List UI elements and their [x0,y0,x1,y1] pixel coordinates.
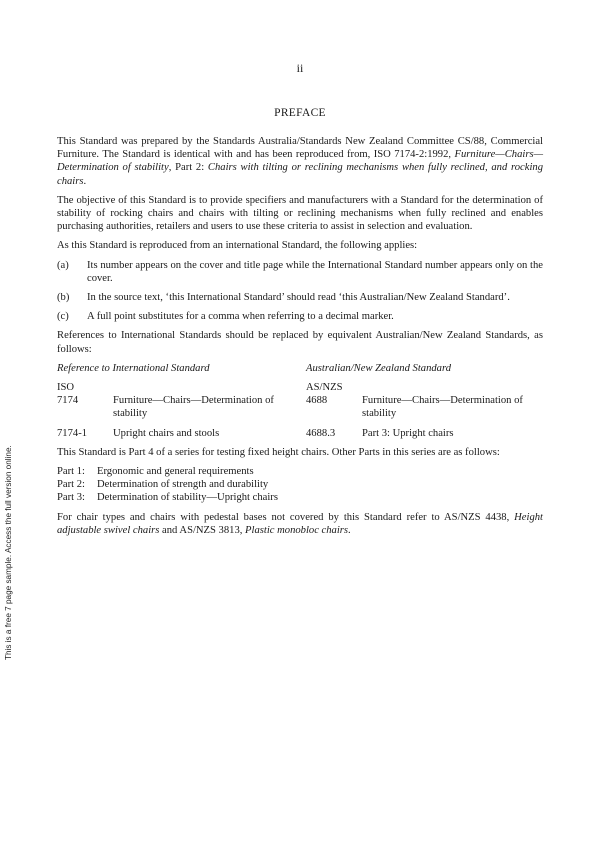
list-item-label: (a) [57,259,69,271]
iso-number: 7174-1 [57,427,88,439]
part-text: Ergonomic and general requirements [97,466,254,478]
subheader-iso: ISO [57,382,75,394]
reference-table [57,362,543,440]
p6-title-italic-1: Height adjustable swivel chairs [57,511,543,536]
list-item-label: (c) [57,311,69,323]
list-item [57,465,543,478]
asnzs-title: Part 3: Upright chairs [362,427,454,439]
list-item-b [57,291,543,304]
subheader-asnzs: AS/NZS [306,382,343,394]
part-text: Determination of strength and durability [97,479,269,491]
header-international: Reference to International Standard [57,362,210,374]
list-item-text: A full point substitutes for a comma when referring to a decimal marker. [87,311,394,323]
part-label: Part 2: [57,479,85,491]
list-item-text: Its number appears on the cover and title page while the International Standard number appears only on the cover. [87,259,543,284]
p1-subtitle-italic: Chairs with tilting or reclining mechanisms when fully reclined, and rocking chairs [57,162,543,187]
iso-number: 7174 [57,395,79,407]
preface-paragraph-1 [57,135,543,188]
list-item-text: In the source text, ‘this International Standard’ should read ‘this Australian/New Zealand Standard’. [87,292,510,304]
p6-mid: and AS/NZS 3813, [159,524,246,536]
reference-table-subheader [57,381,543,394]
preface-paragraph-3: As this Standard is reproduced from an international Standard, the following applies: [57,240,418,252]
table-row [57,427,543,440]
asnzs-title: Furniture—Chairs—Determination of stability [362,395,523,420]
p6-end: . [348,524,351,536]
list-item-a [57,259,543,285]
list-item-c [57,310,543,323]
p1-end: . [83,175,87,187]
list-item-label: (b) [57,292,70,304]
p1-text: This Standard was prepared by the Standards Australia/Standards New Zealand Committee CS/88, Commercial Furniture. The Standard is identical with and has been reproduced from, ISO 7174-2:1992, [57,136,543,161]
table-row [57,394,543,420]
page-title: PREFACE [274,107,326,119]
iso-title: Upright chairs and stools [113,427,220,439]
asnzs-number: 4688.3 [306,427,336,439]
preface-body [57,135,543,543]
part-text: Determination of stability—Upright chairs [97,492,278,504]
reference-table-header [57,362,543,375]
sample-notice: This is a free 7 page sample. Access the full version online. [4,445,13,660]
preface-paragraph-5: This Standard is Part 4 of a series for testing fixed height chairs. Other Parts in this series are as follows: [57,446,500,458]
part-label: Part 1: [57,466,85,478]
p6-title-italic-2: Plastic monobloc chairs [245,524,349,536]
page-number: ii [296,61,304,75]
list-item [57,491,543,504]
parts-list [57,465,543,505]
preface-paragraph-2: The objective of this Standard is to provide specifiers and manufacturers with a Standard for the determination of stability of rocking chairs and chairs with tilting or reclining mechanisms when fully reclined and enables purchasing authorities, retailers and users to use these criteria to assist in selection and evaluation. [57,194,543,233]
header-national: Australian/New Zealand Standard [306,362,451,374]
part-label: Part 3: [57,492,85,504]
p6-text: For chair types and chairs with pedestal bases not covered by this Standard refer to AS/NZS 4438, [57,511,515,523]
list-item [57,478,543,491]
asnzs-number: 4688 [306,395,328,407]
p1-title-italic: Furniture—Chairs—Determination of stability [57,149,543,174]
iso-title: Furniture—Chairs—Determination of stability [113,395,274,420]
preface-paragraph-6 [57,511,543,537]
p1-mid: , Part 2: [168,162,208,174]
preface-paragraph-4: References to International Standards should be replaced by equivalent Australian/New Zealand Standards, as follows: [57,330,543,355]
